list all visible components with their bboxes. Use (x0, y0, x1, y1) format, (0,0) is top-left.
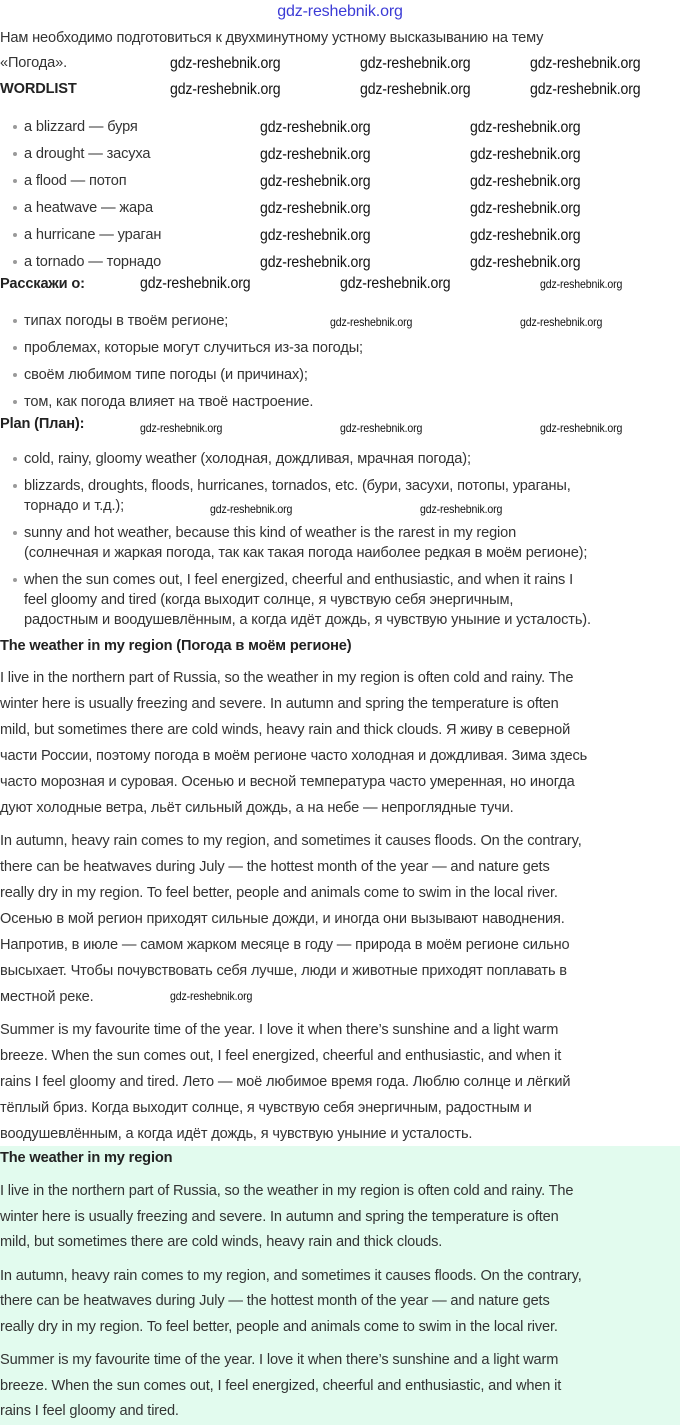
text-line: cold, rainy, gloomy weather (холодная, дождливая, мрачная погода); (24, 450, 471, 467)
section-heading: Расскажи о: (0, 275, 85, 292)
list-item: a flood — потоп (0, 168, 680, 195)
list-item: своём любимом типе погоды (и причинах); (0, 362, 680, 389)
list-item: a drought — засуха (0, 141, 680, 168)
text-line: rains I feel gloomy and tired. (0, 1403, 179, 1419)
bullet-list (0, 114, 680, 276)
list-item: типах погоды в твоём регионе; (0, 308, 680, 335)
watermark: gdz-reshebnik.org (340, 421, 423, 435)
watermark: gdz-reshebnik.org (140, 421, 223, 435)
watermark: gdz-reshebnik.org (170, 81, 281, 98)
text-line: Summer is my favourite time of the year. I love it when there’s sunshine and a light warm (0, 1352, 559, 1368)
model-answer-content (0, 1146, 680, 1425)
text-line: I live in the northern part of Russia, so the weather in my region is often cold and rainy. The (0, 669, 574, 686)
text-line: торнадо и т.д.); (24, 497, 125, 514)
text-line: really dry in my region. To feel better, people and animals come to swim in the local river. (0, 884, 558, 901)
watermark: gdz-reshebnik.org (470, 119, 581, 136)
watermark: gdz-reshebnik.org (540, 277, 623, 291)
text-line: Нам необходимо подготовиться к двухминутному устному высказыванию на тему (0, 30, 544, 46)
section-heading: The weather in my region (Погода в моём регионе) (0, 637, 352, 654)
list-item (0, 523, 680, 570)
text-line: really dry in my region. To feel better, people and animals come to swim in the local river. (0, 1318, 558, 1335)
text-line: высыхает. Чтобы почувствовать себя лучше, люди и животные приходят поплавать в (0, 962, 567, 979)
watermark: gdz-reshebnik.org (470, 200, 581, 217)
text-line: In autumn, heavy rain comes to my region, and sometimes it causes floods. On the contrary, (0, 832, 582, 849)
text-line: feel gloomy and tired (когда выходит солнце, я чувствую себя энергичным, (24, 591, 514, 608)
text-line: winter here is usually freezing and severe. In autumn and spring the temperature is often (0, 1208, 559, 1225)
watermark: gdz-reshebnik.org (260, 173, 371, 190)
section-heading: Plan (План): (0, 416, 85, 432)
watermark: gdz-reshebnik.org (210, 502, 293, 516)
text-line: when the sun comes out, I feel energized, cheerful and enthusiastic, and when it rains I (24, 571, 573, 588)
text-line: breeze. When the sun comes out, I feel energized, cheerful and enthusiastic, and when it (0, 1047, 562, 1064)
text-line: In autumn, heavy rain comes to my region, and sometimes it causes floods. On the contrary, (0, 1267, 582, 1284)
paragraph (0, 665, 680, 821)
list-item (0, 570, 680, 637)
list-item: a tornado — торнадо (0, 249, 680, 276)
text-line: тёплый бриз. Когда выходит солнце, я чувствую себя энергичным, радостным и (0, 1099, 532, 1116)
text-line: there can be heatwaves during July — the hottest month of the year — and nature gets (0, 1293, 550, 1309)
watermark: gdz-reshebnik.org (520, 315, 603, 329)
text-line: «Погода». (0, 55, 67, 71)
paragraph (0, 1179, 680, 1256)
watermark: gdz-reshebnik.org (260, 119, 371, 136)
list-item: проблемах, которые могут случиться из-за погоды; (0, 335, 680, 362)
list-item: a blizzard — буря (0, 114, 680, 141)
text-line: Напротив, в июле — самом жарком месяце в году — природа в моём регионе сильно (0, 936, 570, 953)
watermark: gdz-reshebnik.org (140, 275, 251, 292)
watermark: gdz-reshebnik.org (260, 200, 371, 217)
section-heading: WORDLIST (0, 81, 77, 97)
text-line: местной реке. (0, 988, 94, 1005)
text-line: sunny and hot weather, because this kind of weather is the rarest in my region (24, 524, 517, 541)
paragraph (0, 1264, 680, 1341)
text-line: blizzards, droughts, floods, hurricanes, tornados, etc. (бури, засухи, потопы, ураганы, (24, 477, 571, 494)
text-line: радостным и воодушевлённым, а когда идёт дождь, я чувствую уныние и усталость). (24, 611, 591, 628)
plan-list (0, 449, 680, 637)
watermark: gdz-reshebnik.org (470, 254, 581, 271)
watermark: gdz-reshebnik.org (330, 315, 413, 329)
text-line: rains I feel gloomy and tired. Лето — моё любимое время года. Люблю солнце и лёгкий (0, 1073, 571, 1090)
paragraph (0, 1348, 680, 1425)
watermark: gdz-reshebnik.org (470, 146, 581, 163)
watermark: gdz-reshebnik.org (360, 55, 471, 72)
list-item: a hurricane — ураган (0, 222, 680, 249)
list-item: a heatwave — жара (0, 195, 680, 222)
watermark: gdz-reshebnik.org (470, 173, 581, 190)
watermark: gdz-reshebnik.org (170, 989, 253, 1003)
document-body (0, 26, 680, 1147)
text-line: Осенью в мой регион приходят сильные дожди, и иногда они вызывают наводнения. (0, 910, 565, 927)
text-line: breeze. When the sun comes out, I feel energized, cheerful and enthusiastic, and when it (0, 1377, 562, 1394)
watermark: gdz-reshebnik.org (540, 421, 623, 435)
text-line: часто морозная и суровая. Осенью и весной температура часто умеренная, но иногда (0, 773, 575, 790)
paragraph (0, 1017, 680, 1147)
watermark: gdz-reshebnik.org (420, 502, 503, 516)
watermark: gdz-reshebnik.org (260, 227, 371, 244)
text-line: дуют холодные ветра, льёт сильный дождь, а на небе — непроглядные тучи. (0, 799, 514, 816)
watermark: gdz-reshebnik.org (260, 146, 371, 163)
text-line: mild, but sometimes there are cold winds, heavy rain and thick clouds. (0, 1234, 443, 1250)
watermark: gdz-reshebnik.org (470, 227, 581, 244)
list-item (0, 449, 680, 476)
watermark: gdz-reshebnik.org (260, 254, 371, 271)
list-item: том, как погода влияет на твоё настроение. (0, 389, 680, 416)
paragraph (0, 828, 680, 1010)
text-line: части России, поэтому погода в моём регионе часто холодная и дождливая. Зима здесь (0, 747, 588, 764)
header-watermark: gdz-reshebnik.org (277, 3, 403, 20)
list-item (0, 476, 680, 523)
model-answer-box (0, 1146, 680, 1425)
section-heading: The weather in my region (0, 1150, 173, 1166)
watermark: gdz-reshebnik.org (530, 81, 641, 98)
text-line: I live in the northern part of Russia, so the weather in my region is often cold and rainy. The (0, 1183, 574, 1199)
text-line: (солнечная и жаркая погода, так как такая погода наиболее редкая в моём регионе); (24, 544, 588, 561)
watermark: gdz-reshebnik.org (530, 55, 641, 72)
watermark: gdz-reshebnik.org (360, 81, 471, 98)
text-line: Summer is my favourite time of the year. I love it when there’s sunshine and a light warm (0, 1021, 559, 1038)
text-line: winter here is usually freezing and severe. In autumn and spring the temperature is often (0, 695, 559, 712)
watermark: gdz-reshebnik.org (340, 275, 451, 292)
text-line: there can be heatwaves during July — the hottest month of the year — and nature gets (0, 858, 550, 875)
text-line: mild, but sometimes there are cold winds, heavy rain and thick clouds. Я живу в северной (0, 721, 571, 738)
watermark: gdz-reshebnik.org (170, 55, 281, 72)
text-line: воодушевлённым, а когда идёт дождь, я чувствую уныние и усталость. (0, 1125, 473, 1142)
